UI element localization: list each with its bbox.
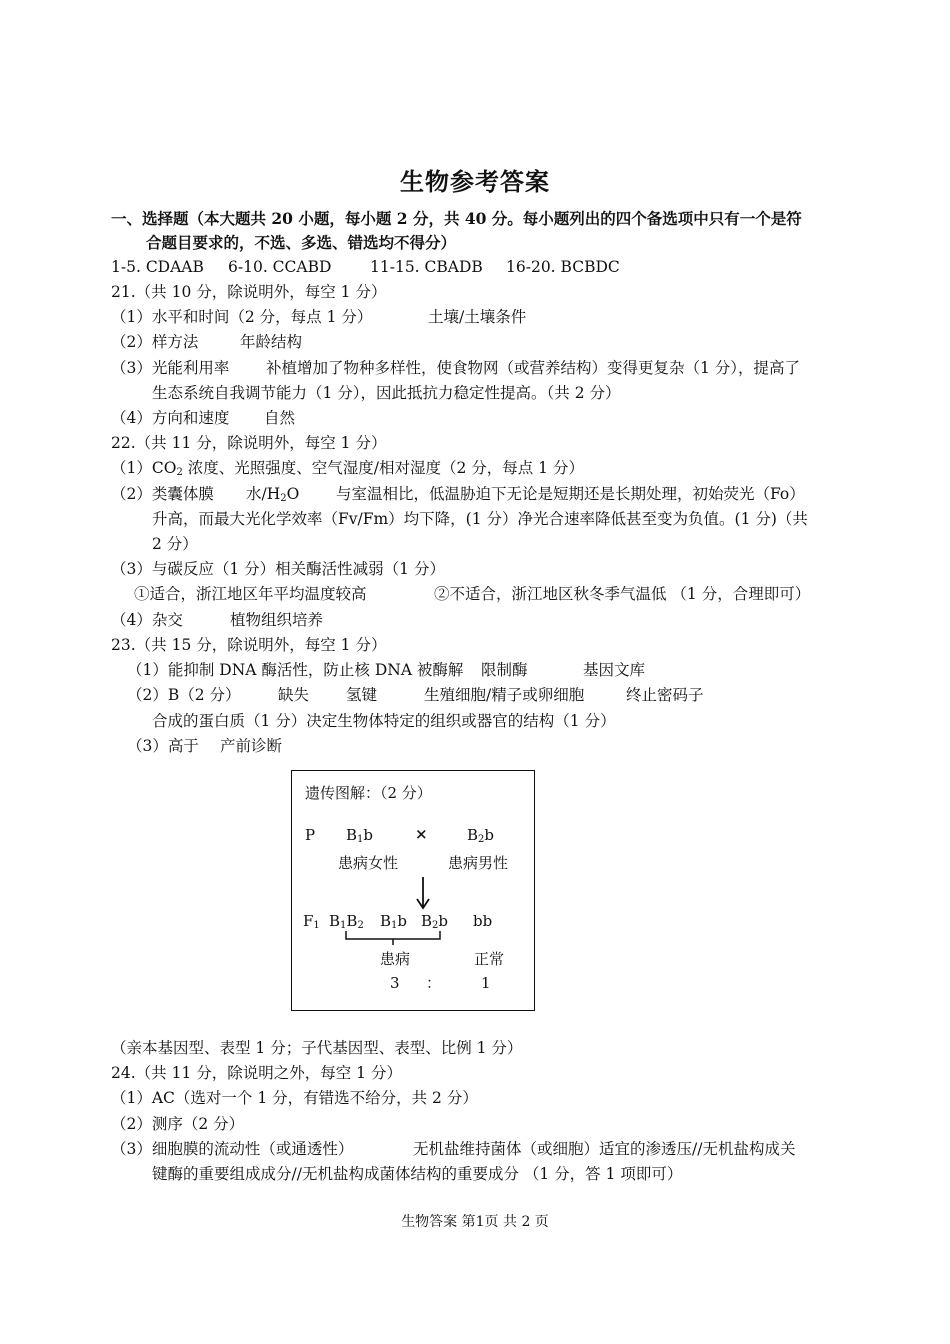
- q23-p1-c: 基因文库: [583, 661, 646, 679]
- parent1-genotype: $B_1b$: [346, 826, 374, 845]
- section-heading: 一、选择题（本大题共 20 小题，每小题 2 分，共 40 分。每小题列出的四个备选项中只有一个是符: [111, 209, 802, 228]
- q23-p3-b: 产前诊断: [220, 737, 283, 755]
- q22-p2-c: 与室温相比，低温胁迫下无论是短期还是长期处理，初始荧光（Fo）: [336, 485, 805, 503]
- q21-p4-b: 自然: [264, 409, 296, 427]
- q22-header: 22.（共 11 分，除说明外，每空 1 分）: [111, 434, 387, 452]
- q21-p1-b: 土壤/土壤条件: [428, 308, 527, 326]
- cross-symbol: ×: [415, 825, 428, 843]
- q23-header: 23.（共 15 分，除说明外，每空 1 分）: [111, 636, 387, 654]
- offspring-genotype-1: $B_1B_2$: [329, 912, 364, 931]
- q22-p4: （4）杂交: [111, 611, 183, 629]
- q22-p2-d: 升高，而最大光化学效率（Fv/Fm）均下降，(1 分）净光合速率降低甚至变为负值。(1 分)（共: [152, 510, 808, 528]
- q23-p2-d: 生殖细胞/精子或卵细胞: [424, 686, 585, 704]
- q23-p2-b: 缺失: [278, 686, 310, 704]
- ratio-colon: ：: [426, 974, 442, 992]
- q22-p2-b: 水$/H_2O$: [246, 485, 300, 504]
- q21-p3-b: 补植增加了物种多样性，使食物网（或营养结构）变得更复杂（1 分），提高了: [266, 359, 801, 377]
- parent2-genotype: $B_2b$: [467, 826, 495, 845]
- choice-answers-1: 1-5. CDAAB: [111, 258, 204, 276]
- q24-header: 24.（共 11 分，除说明之外，每空 1 分）: [111, 1064, 402, 1082]
- q21-p2-b: 年龄结构: [240, 333, 303, 351]
- q22-p3: （3）与碳反应（1 分）相关酶活性减弱（1 分）: [111, 560, 445, 578]
- q22-p3-b: ①适合，浙江地区年平均温度较高: [134, 585, 367, 603]
- q24-p2: （2）测序（2 分）: [111, 1115, 245, 1133]
- q24-p3-b: 无机盐维持菌体（或细胞）适宜的渗透压//无机盐构成关: [413, 1140, 796, 1158]
- parent2-phenotype: 患病男性: [448, 854, 509, 872]
- diagram-title: 遗传图解：（2 分）: [305, 784, 432, 802]
- choice-answers-2: 6-10. CCABD: [228, 258, 332, 276]
- affected-bracket: [344, 929, 444, 947]
- q22-p4-b: 植物组织培养: [230, 611, 324, 629]
- q22-p1: $(1)CO_2$ 浓度、光照强度、空气湿度/相对湿度（2 分，每点 1 分）: [111, 459, 584, 478]
- q21-p4: （4）方向和速度: [111, 409, 230, 427]
- offspring-genotype-3: $B_2b$: [421, 912, 449, 931]
- q23-p2: （2）B（2 分）: [127, 686, 241, 704]
- q22-p2: （2）类囊体膜: [111, 485, 214, 503]
- q23-p1: （1）能抑制 DNA 酶活性，防止核 DNA 被酶解: [127, 661, 464, 679]
- q21-p3: （3）光能利用率: [111, 359, 230, 377]
- q24-p3: （3）细胞膜的流动性（或通透性）: [111, 1140, 354, 1158]
- q21-p3-c: 生态系统自我调节能力（1 分），因此抵抗力稳定性提高。（共 2 分）: [152, 384, 621, 402]
- diagram-note: （亲本基因型、表型 1 分；子代基因型、表型、比例 1 分）: [111, 1039, 523, 1057]
- p-label: P: [305, 826, 316, 844]
- parent1-phenotype: 患病女性: [338, 854, 399, 872]
- q23-p2-e: 终止密码子: [626, 686, 704, 704]
- q24-p1: （1）AC（选对一个 1 分，有错选不给分，共 2 分）: [111, 1089, 478, 1107]
- f1-label: $F_1$: [303, 912, 320, 931]
- section-heading-cont: 合题目要求的，不选、多选、错选均不得分）: [146, 233, 457, 252]
- choice-answers-3: 11-15. CBADB: [370, 258, 483, 276]
- q23-p3: （3）高于: [127, 737, 199, 755]
- q21-p1: （1）水平和时间（2 分，每点 1 分）: [111, 308, 373, 326]
- q24-p3-c: 键酶的重要组成成分//无机盐构成菌体结构的重要成分 （1 分，答 1 项即可）: [152, 1165, 683, 1183]
- q21-p2: （2）样方法: [111, 333, 199, 351]
- offspring-genotype-4: bb: [473, 912, 493, 930]
- page-title: 生物参考答案: [400, 167, 550, 196]
- q22-p2-e: 2 分）: [152, 535, 198, 553]
- q23-p2-c: 氢键: [346, 686, 378, 704]
- offspring-genotype-2: $B_1b$: [380, 912, 408, 931]
- genetic-diagram: [291, 770, 535, 1011]
- affected-label: 患病: [380, 950, 411, 968]
- choice-answers-4: 16-20. BCBDC: [506, 258, 620, 276]
- normal-label: 正常: [474, 950, 505, 968]
- q23-p2-f: 合成的蛋白质（1 分）决定生物体特定的组织或器官的结构（1 分）: [152, 712, 616, 730]
- down-arrow-icon: [413, 875, 433, 911]
- page-footer: 生物答案 第1页 共 2 页: [401, 1214, 549, 1230]
- q21-header: 21.（共 10 分，除说明外，每空 1 分）: [111, 283, 387, 301]
- ratio-affected: 3: [390, 974, 400, 992]
- ratio-normal: 1: [481, 974, 491, 992]
- q22-p3-c: ②不适合，浙江地区秋冬季气温低 （1 分，合理即可）: [434, 585, 811, 603]
- q23-p1-b: 限制酶: [481, 661, 528, 679]
